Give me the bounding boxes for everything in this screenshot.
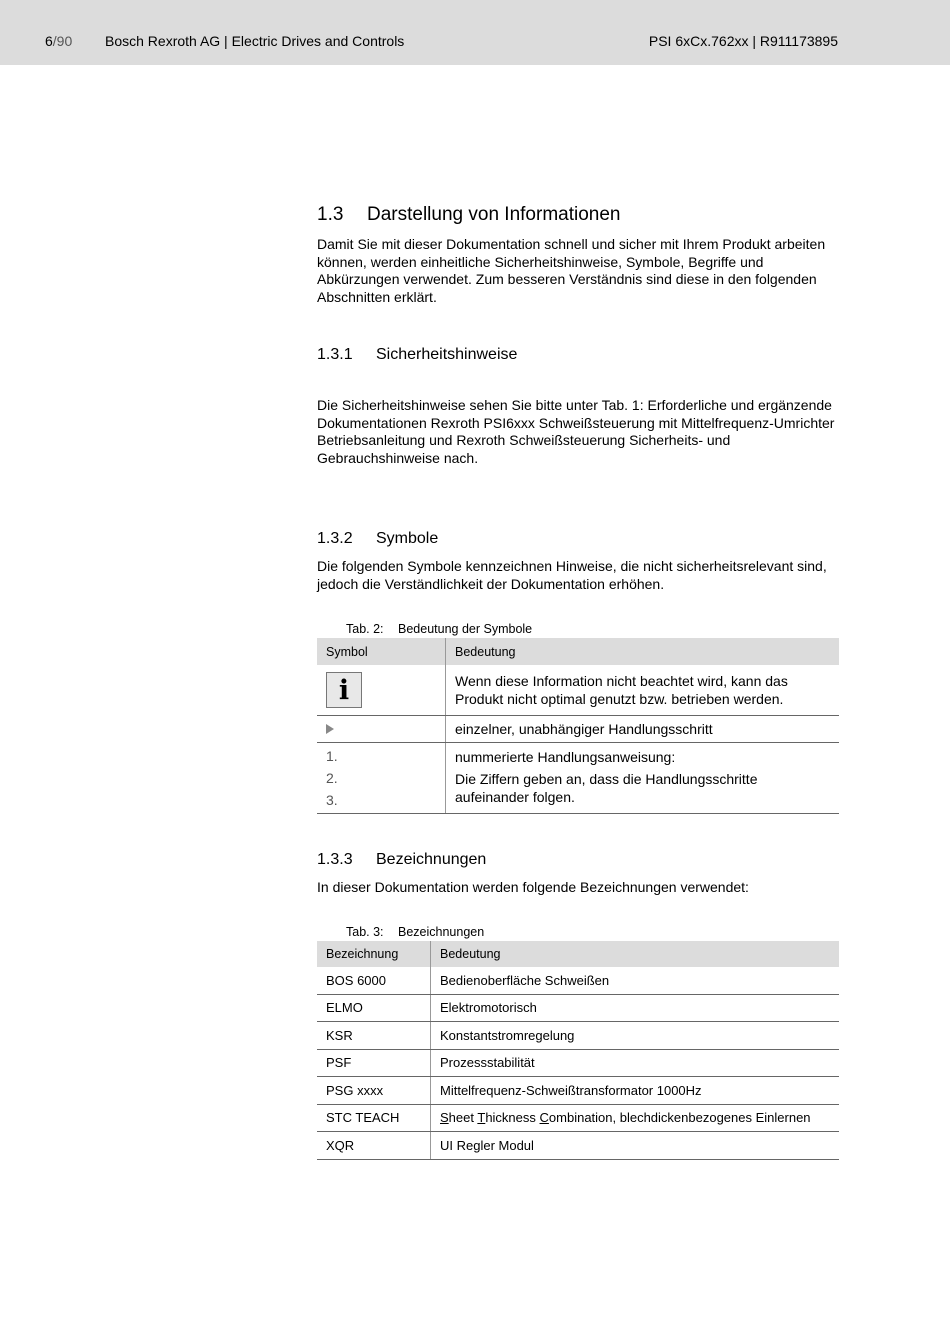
table-caption-designations: Tab. 3: Bezeichnungen	[346, 925, 485, 939]
page-number: 6/90	[45, 33, 73, 49]
table-link[interactable]: Tab. 1: Erforderliche und ergänzende Dokumentationen	[317, 397, 832, 431]
subsection-heading-designations: 1.3.3 Bezeichnungen	[317, 851, 487, 868]
table-row: KSR Konstantstromregelung	[317, 1022, 839, 1050]
table-row: PSF Prozessstabilität	[317, 1049, 839, 1077]
designations-text: In dieser Dokumentation werden folgende Bezeichnungen verwendet:	[317, 879, 749, 895]
table-row: BOS 6000 Bedienoberfläche Schweißen	[317, 967, 839, 994]
column-header-symbol: Symbol	[317, 638, 446, 665]
subsection-heading-symbols: 1.3.2 Symbole	[317, 530, 439, 547]
safety-text: Die Sicherheitshinweise sehen Sie bitte unter Tab. 1: Erforderliche und ergänzende Dokumentationen Rexroth PSI6xxx Schweißsteuerung mit Mittelfrequenz-Umrichter Betriebsanleitung und Rexroth Schweißsteuerung Sicherheits- und Gebrauchshinweise nach.	[317, 397, 835, 466]
table-row: einzelner, unabhängiger Handlungsschritt	[317, 716, 839, 743]
column-header-meaning: Bedeutung	[446, 638, 840, 665]
page-header	[0, 0, 950, 65]
section-heading: 1.3 Darstellung von Informationen	[317, 204, 621, 225]
table-row: STC TEACH Sheet Thickness Combination, blechdickenbezogenes Einlernen	[317, 1104, 839, 1132]
table-row: 1. 2. 3. nummerierte Handlungsanweisung: Die Ziffern geben an, dass die Handlungsschritte aufeinander folgen.	[317, 743, 839, 814]
table-row: XQR UI Regler Modul	[317, 1132, 839, 1160]
table-caption-symbols: Tab. 2: Bedeutung der Symbole	[346, 622, 533, 636]
document-id: PSI 6xCx.762xx | R911173895	[648, 33, 838, 49]
triangle-right-icon	[326, 724, 334, 734]
table-row: PSG xxxx Mittelfrequenz-Schweißtransformator 1000Hz	[317, 1077, 839, 1105]
table-row: ELMO Elektromotorisch	[317, 994, 839, 1022]
column-header-name: Bezeichnung	[317, 941, 431, 967]
table-header-row	[317, 941, 839, 967]
company-name: Bosch Rexroth AG | Electric Drives and Controls	[105, 33, 405, 49]
table-row: i Wenn diese Information nicht beachtet wird, kann das Produkt nicht optimal genutzt bzw. betrieben werden.	[317, 665, 839, 716]
table-header-row	[317, 638, 839, 665]
column-header-meaning: Bedeutung	[431, 941, 840, 967]
subsection-heading-safety: 1.3.1 Sicherheitshinweise	[317, 346, 518, 363]
section-intro: Damit Sie mit dieser Dokumentation schnell und sicher mit Ihrem Produkt arbeiten können, werden einheitliche Sicherheitshinweise, Symbole, Begriffe und Abkürzungen verwendet. Zum besseren Verständnis sind diese in den folgenden Abschnitten erklärt.	[317, 236, 826, 305]
symbols-text: Die folgenden Symbole kennzeichnen Hinweise, die nicht sicherheitsrelevant sind, jedoch die Verständlichkeit der Dokumentation erhöhen.	[317, 558, 827, 592]
numbered-list: 1. 2. 3.	[317, 743, 446, 814]
symbols-table	[317, 638, 839, 814]
info-icon: i	[326, 672, 362, 708]
designations-table	[317, 941, 839, 1160]
